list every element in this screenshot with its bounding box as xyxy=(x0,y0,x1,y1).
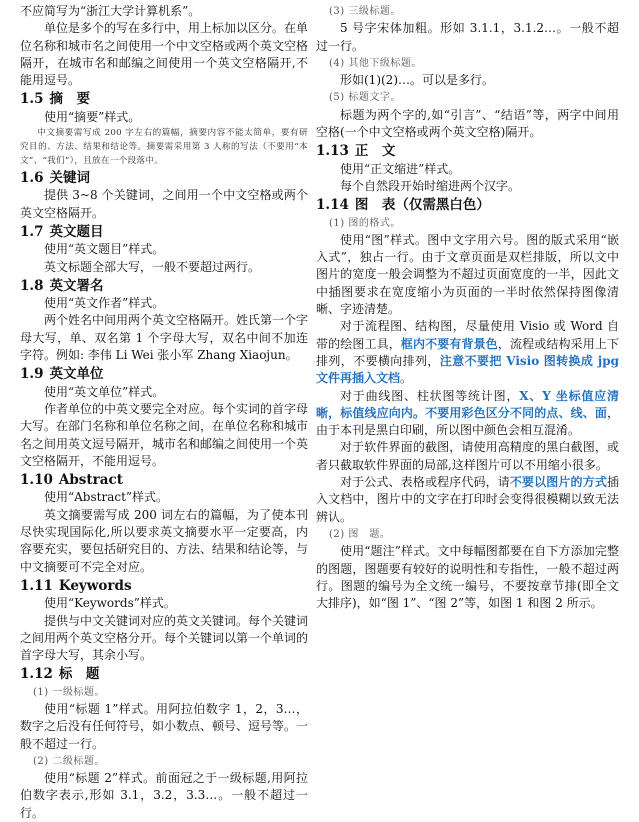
left-column xyxy=(20,3,308,822)
paragraph xyxy=(316,474,619,526)
paragraph: 使用“摘要”样式。 xyxy=(44,109,141,124)
paragraph: 提供与中文关键词对应的英文关键词。每个关键词之间用两个英文空格分开。每个关键词以第一个单词的首字母大写，其余小写。 xyxy=(20,613,309,663)
section-heading-1-11 xyxy=(20,578,308,595)
paragraph: 单位是多个的写在多行中，用上标加以区分。在单位名称和城市名之间使用一个中文空格或两个英文空格隔开，在城市名和邮编之间使用一个英文空格隔开,不能用逗号。 xyxy=(20,21,309,88)
section-heading-1-13 xyxy=(316,143,619,160)
subheading: (3) 三级标题。 xyxy=(329,6,401,17)
section-number: 1.13 xyxy=(316,143,349,160)
section-title: 英文题目 xyxy=(49,223,104,240)
section-heading-1-12 xyxy=(20,666,308,683)
section-heading-1-9 xyxy=(20,366,308,383)
section-number: 1.5 xyxy=(20,91,44,108)
subheading: (1) 图的格式。 xyxy=(329,217,401,229)
text-run: 对于曲线图、柱状图等统计图， xyxy=(340,388,520,403)
subheading: (1) 一级标题。 xyxy=(33,686,105,698)
section-number: 1.14 xyxy=(316,197,349,214)
right-column xyxy=(316,3,619,612)
section-title: 关键词 xyxy=(49,170,90,187)
text-run: ，流程或结构采用上下排列，不要横向排列， xyxy=(316,336,619,368)
paragraph: 不应简写为“浙江大学计算机系”。 xyxy=(20,4,201,18)
paragraph: 使用“正文缩进”样式。 xyxy=(340,161,461,176)
section-number: 1.10 xyxy=(20,472,53,489)
subheading: (2) 图 题。 xyxy=(329,528,391,540)
text-run: 。 xyxy=(400,371,413,386)
section-title: 英文署名 xyxy=(49,277,104,294)
subheading: (5) 标题文字。 xyxy=(329,92,401,104)
abstract-sample-text: 中文摘要需写成 200 字左右的篇幅，摘要内容不能太简单，要有研究目的、方法、结果和结论等。摘要需采用第 3 人称的写法（不要用“本文”、“我们”），且放在一个段落中。 xyxy=(20,128,308,167)
section-number: 1.11 xyxy=(20,577,53,594)
text-run: 对于公式、表格或程序代码，请 xyxy=(340,475,510,490)
section-number: 1.9 xyxy=(20,366,44,383)
section-heading-1-7 xyxy=(20,224,308,241)
paragraph: 使用“标题 1”样式。用阿拉伯数字 1，2，3…，数字之后没有任何符号，如小数点、顿号、逗号等。一般不超过一行。 xyxy=(20,701,309,751)
section-title: Abstract xyxy=(58,472,123,489)
section-title: Keywords xyxy=(58,577,132,594)
paragraph: 提供 3~8 个关键词，之间用一个中文空格或两个英文空格隔开。 xyxy=(20,188,308,220)
section-heading-1-14 xyxy=(316,197,619,214)
section-heading-1-6 xyxy=(20,170,308,187)
section-heading-1-10 xyxy=(20,472,308,489)
paragraph: 每个自然段开始时缩进两个汉字。 xyxy=(340,178,521,193)
paragraph: 标题为两个字的,如“引言”、“结语”等，两字中间用空格(一个中文空格或两个英文空格)隔开。 xyxy=(316,107,619,140)
highlighted-text: 不要以图片的方式 xyxy=(509,475,607,490)
text-run: ，由于本刊是黑白印刷，所以图中颜色会相互混淆。 xyxy=(316,405,619,438)
section-number: 1.12 xyxy=(20,666,53,683)
paragraph: 两个姓名中间用两个英文空格隔开。姓氏第一个字母大写，单、双名第 1 个字母大写，双名中间不加连字符。例如: 李伟 Li Wei 张小军 Zhang Xiaojun。 xyxy=(20,313,309,363)
section-title: 英文单位 xyxy=(49,366,104,383)
paragraph: 对于软件界面的截图，请使用高精度的黑白截图，或者只截取软件界面的局部,这样图片可以不用缩小很多。 xyxy=(316,440,619,472)
paragraph: 使用“Abstract”样式。 xyxy=(44,490,169,505)
highlighted-text: 框内不要有背景色 xyxy=(400,336,498,351)
highlighted-text: X、Y 坐标值应清晰，标值线应向内。不要用彩色区分不同的点、线、面 xyxy=(316,388,619,420)
paragraph xyxy=(316,388,619,440)
highlighted-text: 注意不要把 Visio 图转换成 jpg 文件再插入文档 xyxy=(316,353,619,386)
section-heading-1-8 xyxy=(20,278,308,295)
section-title: 正 文 xyxy=(354,143,396,160)
paragraph: 使用“标题 2”样式。前面冠之于一级标题,用阿拉伯数字表示,形如 3.1，3.2，3.3…。一般不超过一行。 xyxy=(20,771,308,820)
section-title: 标 题 xyxy=(58,666,100,683)
paragraph: 英文标题全部大写，一般不要超过两行。 xyxy=(44,259,261,274)
paragraph: 使用“图”样式。图中文字用六号。图的版式采用“嵌入式”，独占一行。由于文章页面是双栏排版，所以文中图片的宽度一般会调整为不超过页面宽度的一半，因此文中插图要求在宽度缩小为页面的一半时依然保持图像清晰、字迹清楚。 xyxy=(316,232,619,317)
subheading: (2) 二级标题。 xyxy=(33,755,105,767)
text-run: 对于流程图、结构图，尽量使用 Visio 或 Word 自带的绘图工具， xyxy=(316,319,619,351)
subheading: (4) 其他下级标题。 xyxy=(329,57,422,69)
paragraph: 作者单位的中英文要完全对应。每个实词的首字母大写。在部门名称和单位名称之间，在单位名称和城市名之间用英文逗号隔开，城市名和邮编之间使用一个英文空格隔开，不能用逗号。 xyxy=(20,401,309,468)
paragraph: 使用“英文题目”样式。 xyxy=(44,242,165,257)
section-number: 1.8 xyxy=(20,277,44,294)
text-run: 插入文档中，图片中的文字在打印时会变得很模糊以致无法辨认。 xyxy=(316,475,619,524)
section-number: 1.7 xyxy=(20,223,44,240)
paragraph: 英文摘要需写成 200 词左右的篇幅，为了使本刊尽快实现国际化,所以要求英文摘要水平一定要高，内容要充实，要包括研究目的、方法、结果和结论等，与中文摘要可不完全对应。 xyxy=(20,507,309,574)
paragraph xyxy=(316,318,619,387)
paragraph: 使用“题注”样式。文中每幅图都要在自下方添加完整的图题，图题要有较好的说明性和专指性，一般不超过两行。图题的编号为全文统一编号，不要按章节排(即全文大排序)，如“图 1”、“图 2”等，如图 1 和图 2 所示。 xyxy=(316,544,619,611)
paragraph: 形如(1)(2)…。可以是多行。 xyxy=(340,73,494,88)
section-number: 1.6 xyxy=(20,170,44,187)
paragraph: 使用“英文单位”样式。 xyxy=(44,384,165,399)
section-title: 图 表（仅需黑白色） xyxy=(354,197,490,214)
paragraph: 使用“Keywords”样式。 xyxy=(44,596,176,611)
paragraph: 5 号字宋体加粗。形如 3.1.1，3.1.2…。一般不超过一行。 xyxy=(316,21,619,53)
section-heading-1-5 xyxy=(20,91,308,108)
paragraph: 使用“英文作者”样式。 xyxy=(44,296,165,311)
section-title: 摘 要 xyxy=(49,91,90,108)
